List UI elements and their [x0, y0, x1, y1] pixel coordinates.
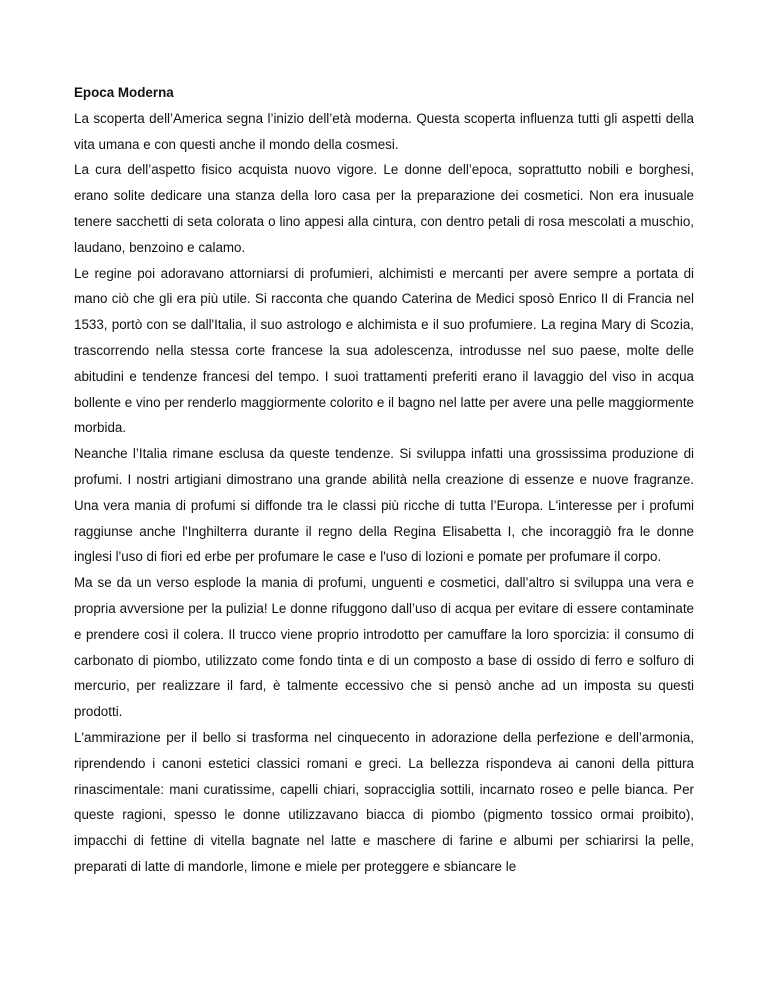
- document-page: [74, 80, 694, 880]
- paragraph-5: Ma se da un verso esplode la mania di profumi, unguenti e cosmetici, dall’altro si sviluppa una vera e propria avversione per la pulizia! Le donne rifuggono dall’uso di acqua per evitare di essere contaminate e prendere così il colera. Il trucco viene proprio introdotto per camuffare la loro sporcizia: il consumo di carbonato di piombo, utilizzato come fondo tinta e di un composto a base di ossido di ferro e solfuro di mercurio, per realizzare il fard, è talmente eccessivo che si pensò anche ad un imposta su questi prodotti.: [74, 575, 694, 720]
- paragraph-3: Le regine poi adoravano attorniarsi di profumieri, alchimisti e mercanti per avere sempre a portata di mano ciò che gli era più utile. Si racconta che quando Caterina de Medici sposò Enrico II di Francia nel 1533, portò con se dall'Italia, il suo astrologo e alchimista e il suo profumiere. La regina Mary di Scozia, trascorrendo nella stessa corte francese la sua adolescenza, introdusse nel suo paese, molte delle abitudini e tendenze francesi del tempo. I suoi trattamenti preferiti erano il lavaggio del viso in acqua bollente e vino per renderlo maggiormente colorito e il bagno nel latte per avere una pelle maggiormente morbida.: [74, 265, 694, 436]
- paragraph-2: La cura dell’aspetto fisico acquista nuovo vigore. Le donne dell’epoca, soprattutto nobili e borghesi, erano solite dedicare una stanza della loro casa per la preparazione dei cosmetici. Non era inusuale tenere sacchetti di seta colorata o lino appesi alla cintura, con dentro petali di rosa mescolati a muschio, laudano, benzoino e calamo.: [74, 162, 694, 255]
- paragraph-6: L'ammirazione per il bello si trasforma nel cinquecento in adorazione della perfezione e dell’armonia, riprendendo i canoni estetici classici romani e greci. La bellezza rispondeva ai canoni della pittura rinascimentale: mani curatissime, capelli chiari, sopracciglia sottili, incarnato roseo e pelle bianca. Per queste ragioni, spesso le donne utilizzavano biacca di piombo (pigmento tossico ormai proibito), impacchi di fettine di vitella bagnate nel latte e maschere di farine e albumi per schiarirsi la pelle, preparati di latte di mandorle, limone e miele per proteggere e sbiancare le: [74, 729, 694, 874]
- paragraph-4: Neanche l’Italia rimane esclusa da queste tendenze. Si sviluppa infatti una grossissima produzione di profumi. I nostri artigiani dimostrano una grande abilità nella creazione di essenze e nuove fragranze. Una vera mania di profumi si diffonde tra le classi più ricche di tutta l’Europa. L'interesse per i profumi raggiunse anche l'Inghilterra durante il regno della Regina Elisabetta I, che incoraggiò fra le donne inglesi l'uso di fiori ed erbe per profumare le case e l'uso di lozioni e pomate per profumare il corpo.: [74, 446, 694, 565]
- section-title: Epoca Moderna: [74, 85, 174, 100]
- paragraph-1: La scoperta dell’America segna l’inizio dell’età moderna. Questa scoperta influenza tutti gli aspetti della vita umana e con questi anche il mondo della cosmesi.: [74, 110, 694, 152]
